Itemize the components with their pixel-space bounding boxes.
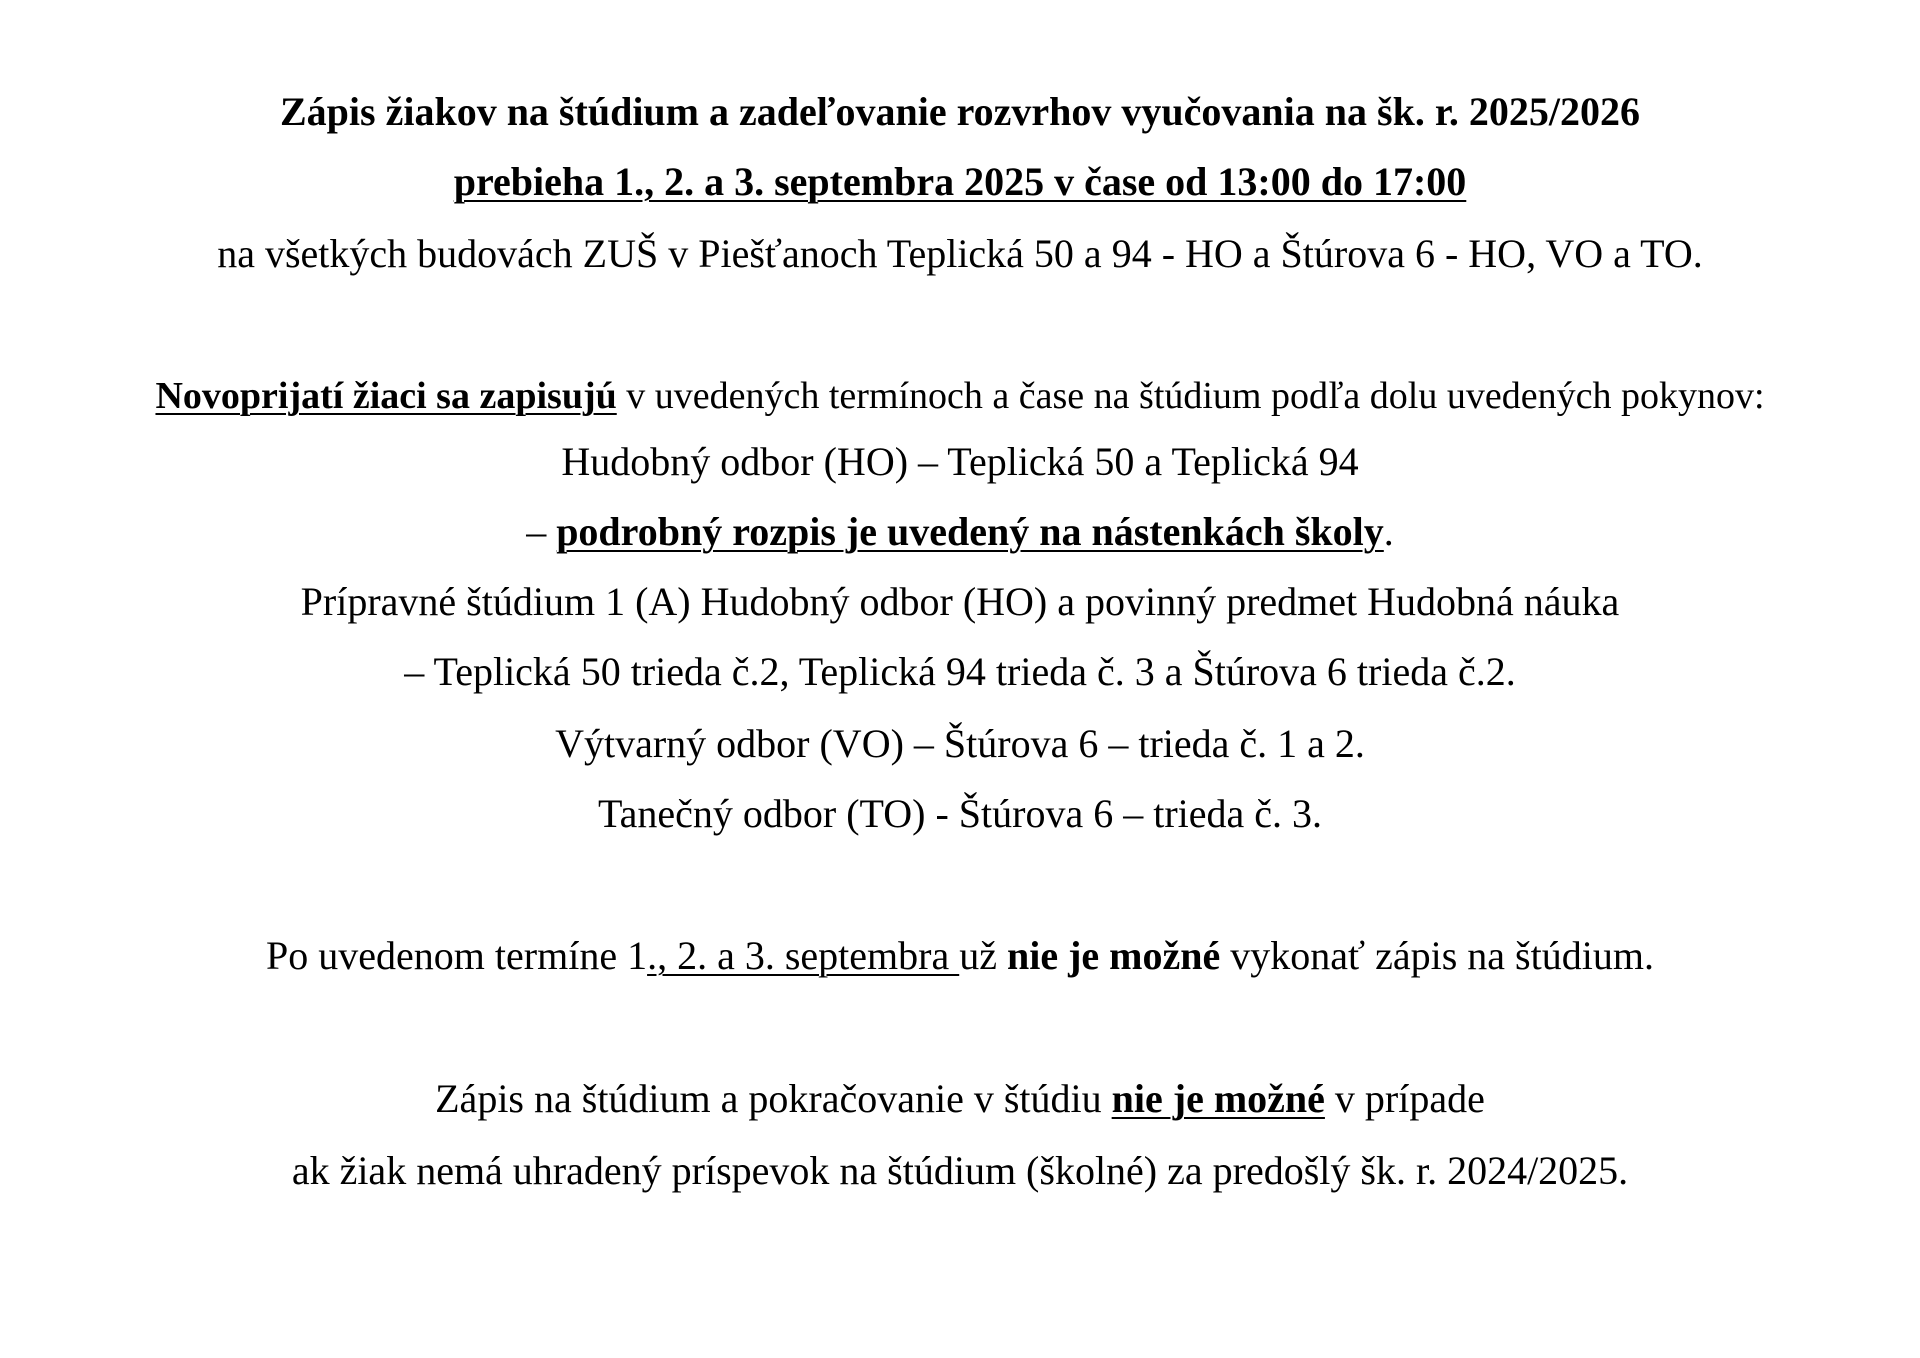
heading-title: Zápis žiakov na štúdium a zadeľovanie rozvrhov vyučovania na šk. r. 2025/2026 xyxy=(279,89,1641,134)
deadline-part1: Po uvedenom termíne 1 xyxy=(266,933,648,978)
deadline-part5: vykonať zápis na štúdium. xyxy=(1220,933,1654,978)
payment-line-2: ak žiak nemá uhradený príspevok na štúdium (školné) za predošlý šk. r. 2024/2025. xyxy=(291,1148,1629,1193)
schedule-note-line xyxy=(0,508,1920,556)
deadline-dates: ., 2. a 3. septembra xyxy=(647,933,960,978)
prep-rooms-line: – Teplická 50 trieda č.2, Teplická 94 trieda č. 3 a Štúrova 6 trieda č.2. xyxy=(404,649,1516,694)
payment-part3: v prípade xyxy=(1324,1076,1485,1121)
payment-line-1 xyxy=(0,1075,1920,1123)
heading-dates-text: prebieha 1., 2. a 3. septembra 2025 v čase od 13:00 do 17:00 xyxy=(453,159,1467,204)
new-students-rest: v uvedených termínoch a čase na štúdium podľa dolu uvedených pokynov: xyxy=(616,375,1765,417)
art-dept-line: Výtvarný odbor (VO) – Štúrova 6 – trieda č. 1 a 2. xyxy=(555,721,1365,766)
dance-dept-line: Tanečný odbor (TO) - Štúrova 6 – trieda č. 3. xyxy=(597,791,1323,836)
prep-study-line: Prípravné štúdium 1 (A) Hudobný odbor (HO) a povinný predmet Hudobná náuka xyxy=(300,579,1620,624)
heading-dates xyxy=(0,158,1920,206)
schedule-note: podrobný rozpis je uvedený na nástenkách školy xyxy=(556,509,1384,554)
music-dept-line: Hudobný odbor (HO) – Teplická 50 a Teplická 94 xyxy=(561,439,1359,484)
deadline-line xyxy=(0,932,1920,980)
payment-not-possible: nie je možné xyxy=(1111,1076,1325,1121)
schedule-prefix: – xyxy=(526,509,557,554)
new-students-lead: Novoprijatí žiaci sa zapisujú xyxy=(155,375,617,417)
heading-locations: na všetkých budovách ZUŠ v Piešťanoch Teplická 50 a 94 - HO a Štúrova 6 - HO, VO a TO. xyxy=(217,231,1703,276)
new-students-intro xyxy=(0,372,1920,420)
schedule-suffix: . xyxy=(1383,509,1394,554)
payment-part1: Zápis na štúdium a pokračovanie v štúdiu xyxy=(435,1076,1112,1121)
deadline-not-possible: nie je možné xyxy=(1006,933,1221,978)
deadline-part3: už xyxy=(959,933,1007,978)
